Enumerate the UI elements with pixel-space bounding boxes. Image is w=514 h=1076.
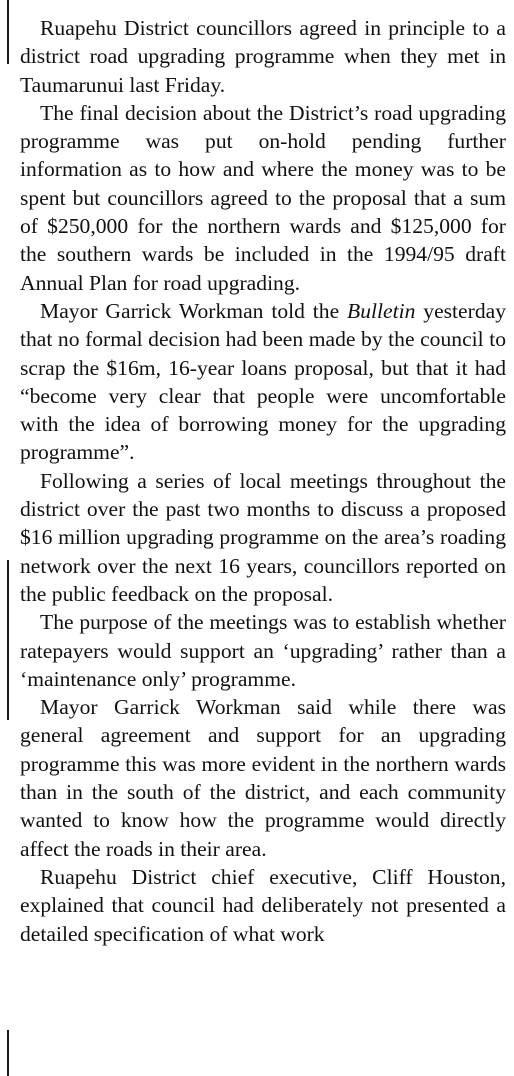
left-column-rule-bottom	[7, 1030, 9, 1076]
article-paragraph-3	[20, 297, 506, 467]
paragraph-text: Ruapehu District chief executive, Cliff Houston, explained that council had deliberately not presented a detailed specification of what work	[20, 864, 506, 946]
left-column-rule-middle	[7, 560, 9, 720]
paragraph-text: Ruapehu District councillors agreed in principle to a district road upgrading programme when they met in Taumarunui last Friday.	[20, 16, 506, 97]
article-paragraph-6	[20, 693, 506, 863]
publication-name: Bulletin	[347, 298, 416, 323]
article-paragraph-4	[20, 467, 506, 608]
paragraph-text: Following a series of local meetings throughout the district over the past two months to discuss a proposed $16 million upgrading programme on the area’s roading network over the next 16 years, councillors reported on the public feedback on the proposal.	[20, 468, 506, 606]
article-paragraph-7	[20, 863, 506, 948]
article-paragraph-5	[20, 608, 506, 693]
left-column-rule-top	[7, 0, 9, 64]
paragraph-text: The final decision about the District’s road upgrading programme was put on-hold pending further information as to how and where the money was to be spent but councillors agreed to the proposal that a sum of $250,000 for the northern wards and $125,000 for the southern wards be included in the 1994/95 draft Annual Plan for road upgrading.	[20, 100, 506, 295]
article-paragraph-2	[20, 99, 506, 297]
paragraph-text-before: Mayor Garrick Workman told the	[40, 298, 348, 323]
article-column	[20, 14, 506, 948]
paragraph-text: Mayor Garrick Workman said while there was general agreement and support for an upgrading programme this was more evident in the northern wards than in the south of the district, and each community wanted to know how the programme would directly affect the roads in their area.	[20, 695, 506, 861]
paragraph-text-after: yesterday that no formal decision had been made by the council to scrap the $16m, 16-year loans proposal, but that it had “become very clear that people were uncomfortable with the idea of borrowing money for the upgrading programme”.	[20, 298, 507, 465]
article-paragraph-1	[20, 14, 506, 99]
paragraph-text: The purpose of the meetings was to establish whether ratepayers would support an ‘upgrading’ rather than a ‘maintenance only’ programme.	[20, 610, 506, 691]
